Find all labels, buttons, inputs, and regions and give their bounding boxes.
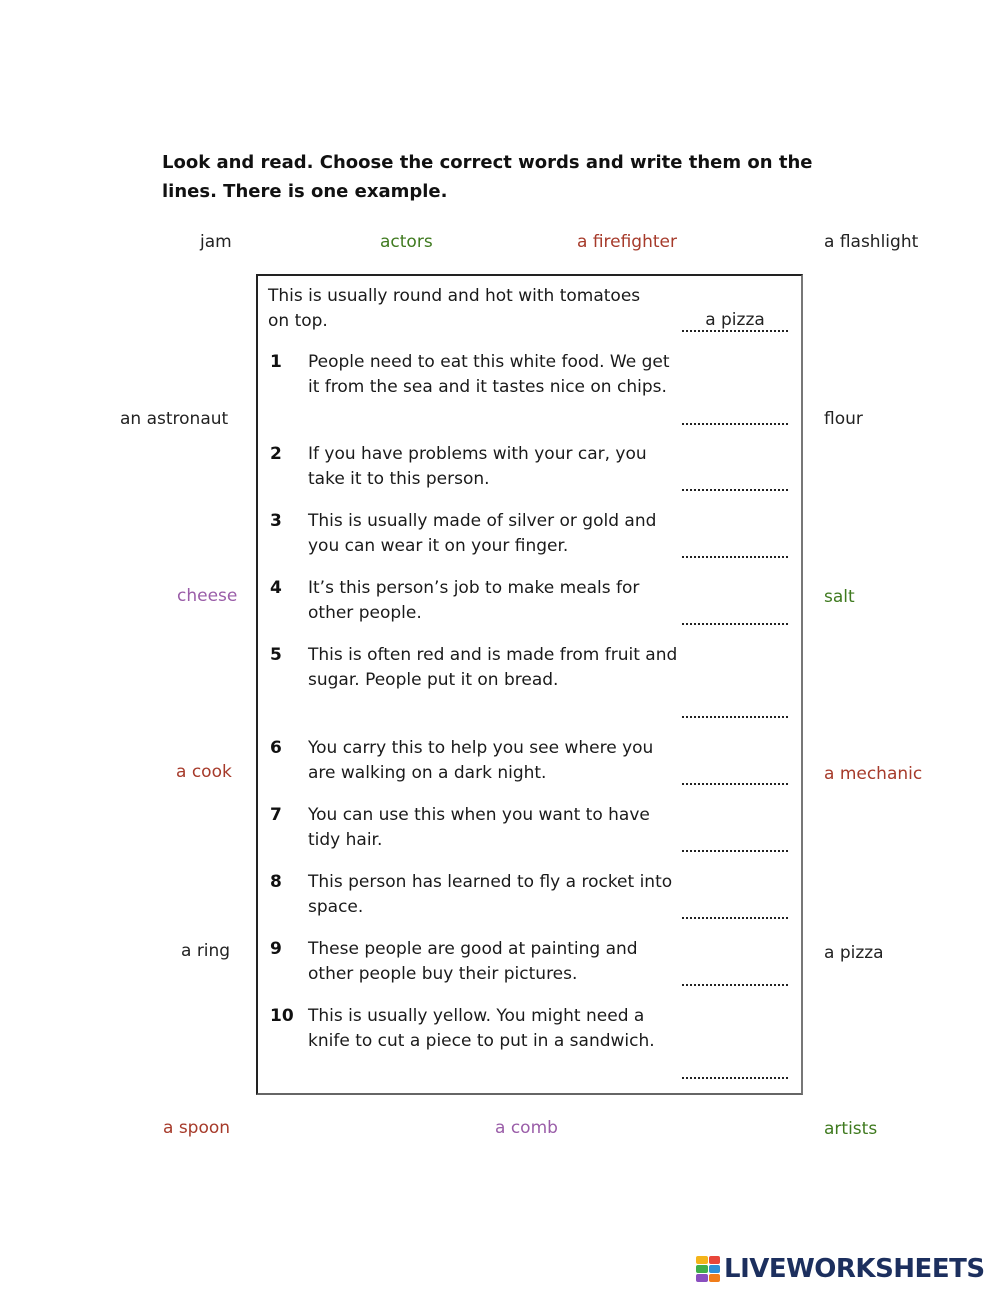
liveworksheets-logo-icon <box>696 1256 720 1282</box>
word-a-ring: a ring <box>181 941 231 961</box>
example-answer <box>682 310 788 332</box>
word-artists: artists <box>824 1119 878 1139</box>
question-clue: This is often red and is made from fruit and sugar. People put it on bread. <box>308 645 678 690</box>
word-a-flashlight: a flashlight <box>824 232 919 252</box>
answer-input-2[interactable] <box>682 469 788 491</box>
word-jam: jam <box>200 232 232 252</box>
liveworksheets-logo-text: LIVEWORKSHEETS <box>724 1254 985 1284</box>
answer-input-10[interactable] <box>682 1057 788 1079</box>
question-clue: People need to eat this white food. We get it from the sea and it tastes nice on chips. <box>308 352 670 397</box>
question-clue: These people are good at painting and other people buy their pictures. <box>308 939 638 984</box>
answer-input-7[interactable] <box>682 830 788 852</box>
answer-input-4[interactable] <box>682 603 788 625</box>
word-a-cook: a cook <box>176 762 232 782</box>
answer-input-9[interactable] <box>682 964 788 986</box>
question-number: 10 <box>270 1006 294 1026</box>
instructions: Look and read. Choose the correct words and write them on the lines. There is one example. <box>162 152 813 202</box>
answer-input-1[interactable] <box>682 403 788 425</box>
question-number: 9 <box>270 939 282 959</box>
answer-input-6[interactable] <box>682 763 788 785</box>
word-a-firefighter: a firefighter <box>577 232 677 252</box>
question-number: 8 <box>270 872 282 892</box>
question-number: 2 <box>270 444 282 464</box>
word-salt: salt <box>824 587 855 607</box>
question-clue: This is usually yellow. You might need a knife to cut a piece to put in a sandwich. <box>308 1006 655 1051</box>
question-number: 7 <box>270 805 282 825</box>
word-flour: flour <box>824 409 863 429</box>
question-clue: If you have problems with your car, you take it to this person. <box>308 444 647 489</box>
answer-input-8[interactable] <box>682 897 788 919</box>
answer-input-3[interactable] <box>682 536 788 558</box>
question-clue: This person has learned to fly a rocket into space. <box>308 872 673 917</box>
questions-box <box>256 274 803 1095</box>
question-number: 1 <box>270 352 282 372</box>
word-a-comb: a comb <box>495 1118 558 1138</box>
example-clue: This is usually round and hot with tomatoes on top. <box>268 286 641 331</box>
word-a-mechanic: a mechanic <box>824 764 923 784</box>
question-clue: It’s this person’s job to make meals for other people. <box>308 578 640 623</box>
question-number: 5 <box>270 645 282 665</box>
question-number: 3 <box>270 511 282 531</box>
word-cheese: cheese <box>177 586 238 606</box>
word-a-spoon: a spoon <box>163 1118 231 1138</box>
question-number: 6 <box>270 738 282 758</box>
liveworksheets-logo <box>696 1254 985 1284</box>
question-clue: This is usually made of silver or gold and you can wear it on your finger. <box>308 511 657 556</box>
word-actors: actors <box>380 232 433 252</box>
question-number: 4 <box>270 578 282 598</box>
answer-input-5[interactable] <box>682 696 788 718</box>
word-an-astronaut: an astronaut <box>120 409 229 429</box>
question-clue: You carry this to help you see where you are walking on a dark night. <box>308 738 654 783</box>
word-a-pizza: a pizza <box>824 943 884 963</box>
question-clue: You can use this when you want to have tidy hair. <box>308 805 650 850</box>
